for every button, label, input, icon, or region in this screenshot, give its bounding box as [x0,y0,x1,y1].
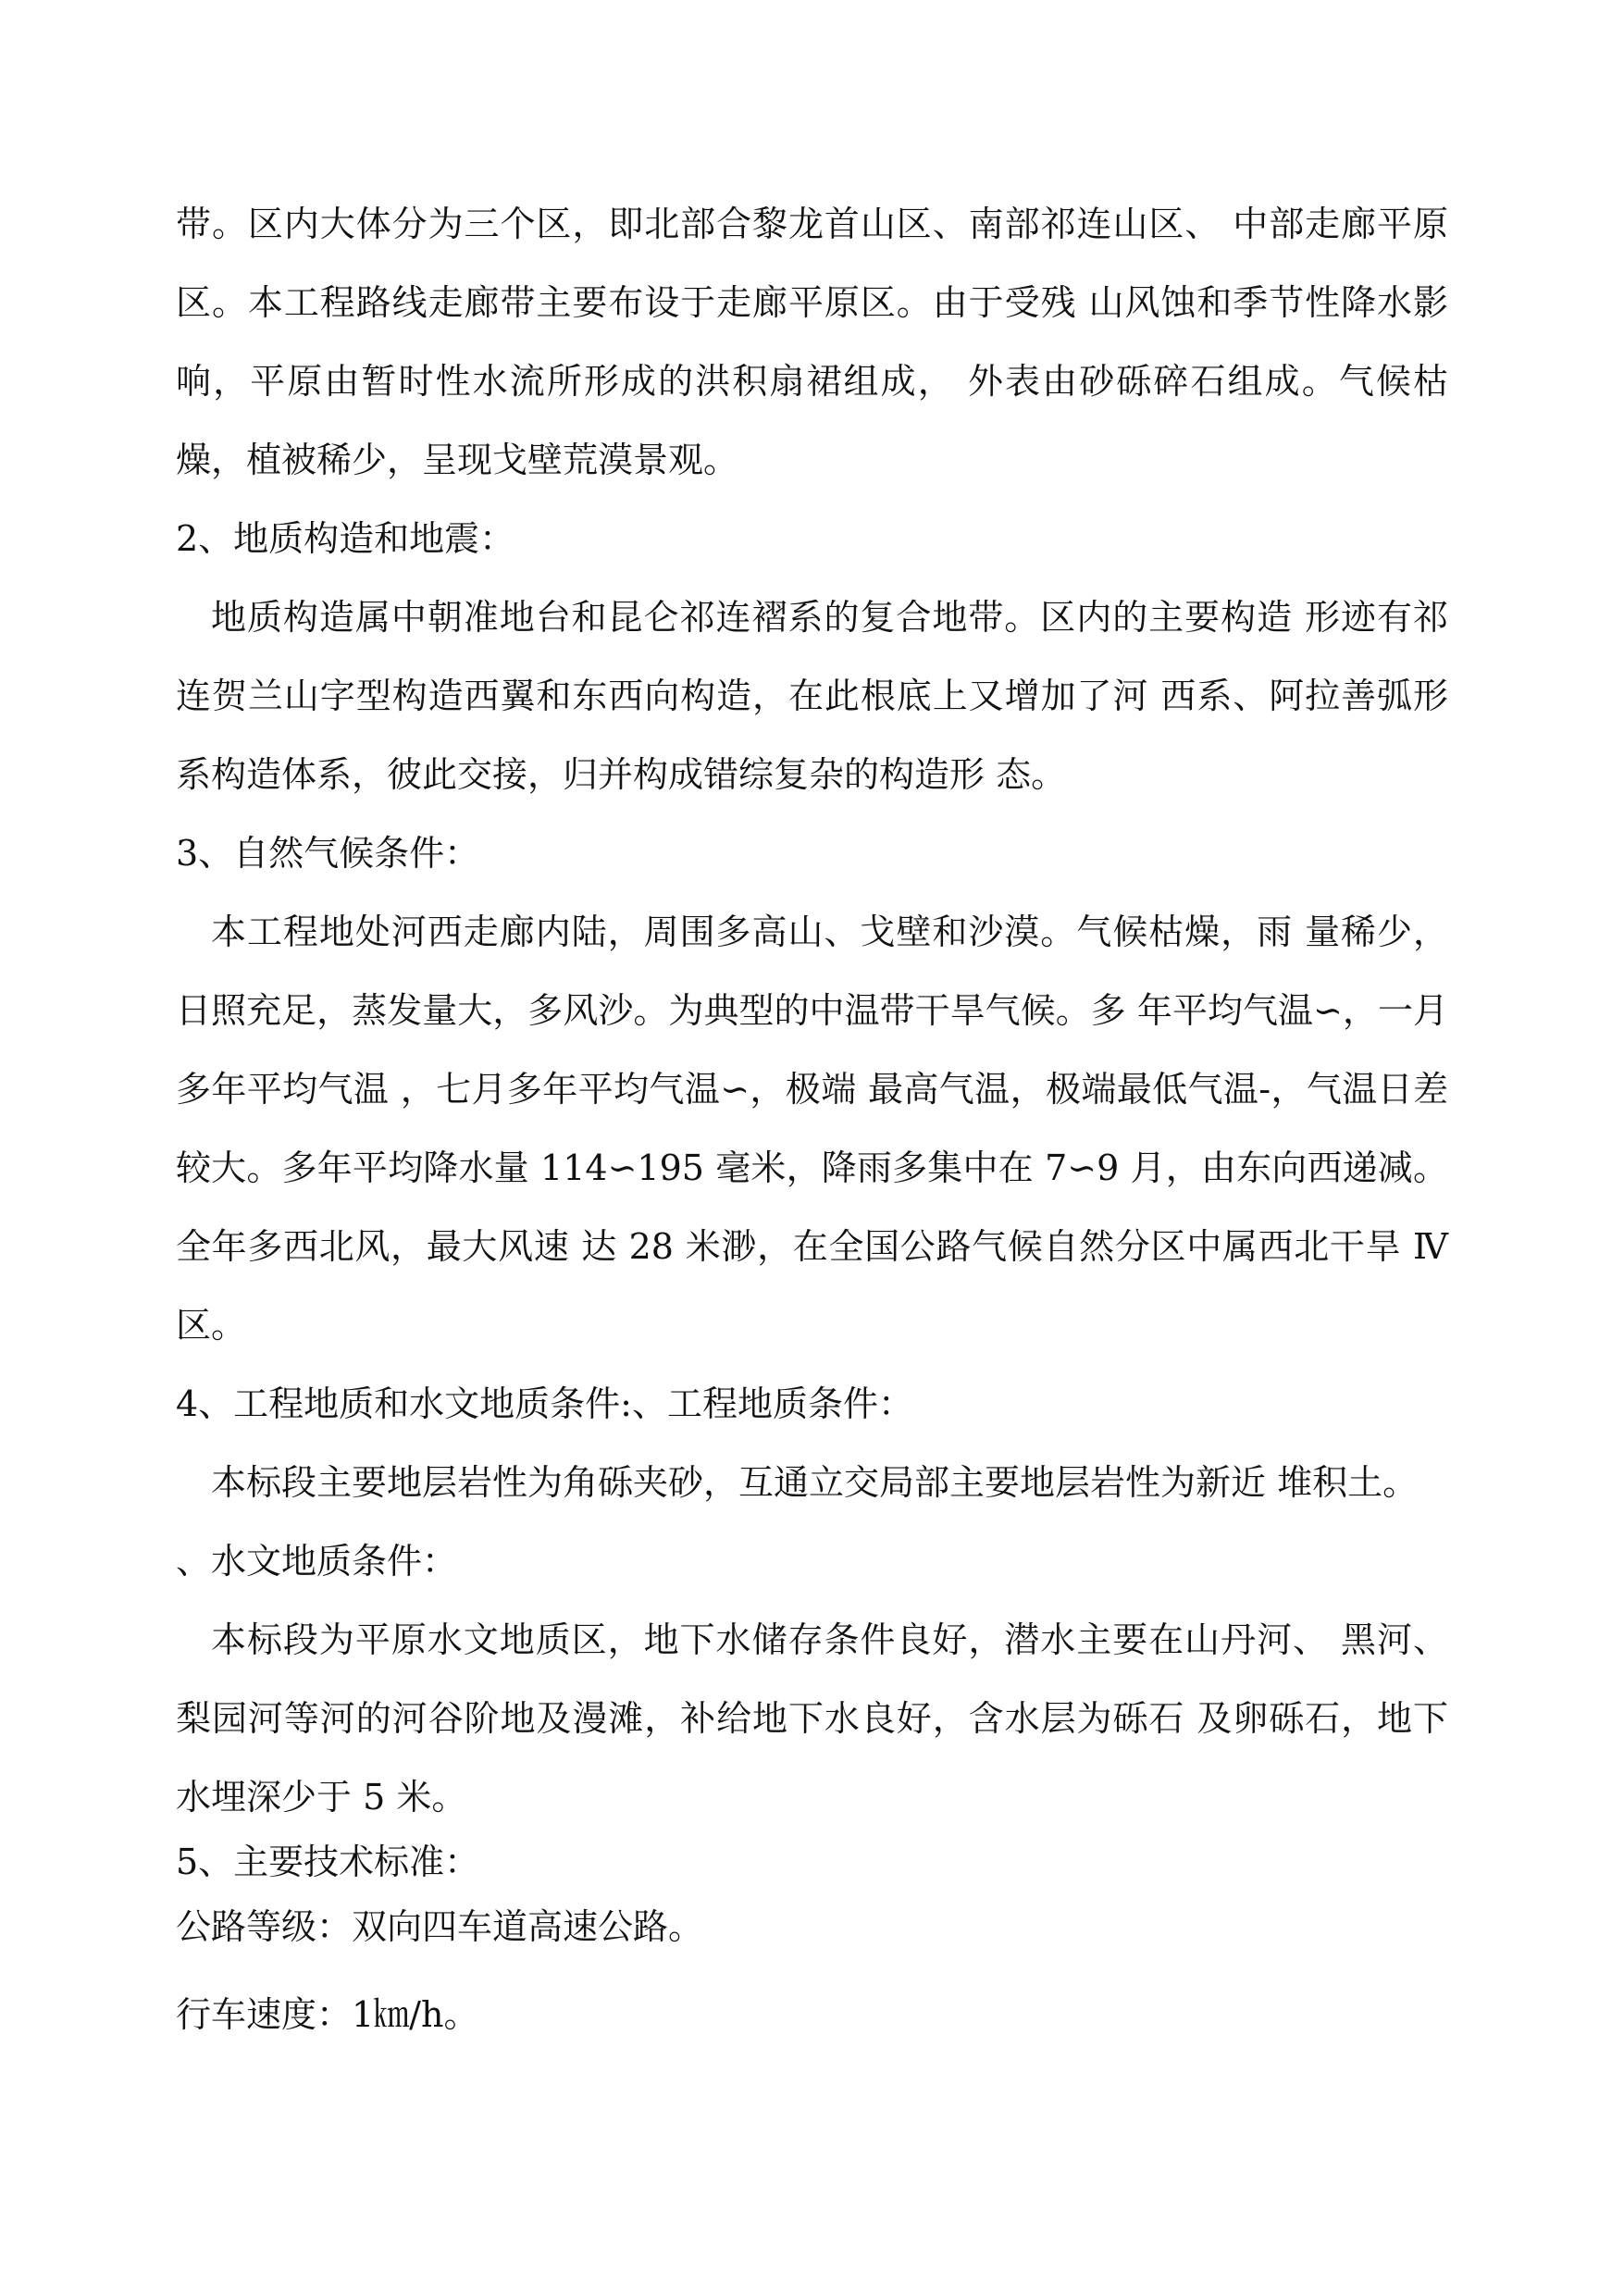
heading-geology-earthquake: 2、地质构造和地震： [176,518,515,559]
heading-hydrogeology: 、水文地质条件： [176,1541,458,1582]
paragraph-region-description: 带。区内大体分为三个区，即北部合黎龙首山区、南部祁连山区、 中部走廊平原区。本工程路线走廊带主要布设于走廊平原区。由于受残 山风蚀和季节性降水影响，平原由暂时性水流所形成的洪积扇裙组成， 外表由砂砾碎石组成。气候枯燥，植被稀少，呈现戈壁荒漠景观。 [176,204,1448,480]
heading-engineering-geology: 4、工程地质和水文地质条件:、工程地质条件： [176,1383,913,1424]
paragraph-climate: 本工程地处河西走廊内陆，周围多高山、戈壁和沙漠。气候枯燥，雨 量稀少，日照充足，蒸发量大，多风沙。为典型的中温带干旱气候。多 年平均气温∽，一月多年平均气温 ，七月多年平均气温∽，极端 最高气温，极端最低气温-，气温日差较大。多年平均降水量 114∽195 毫米，降雨多集中在 7∽9 月，由东向西递减。全年多西北风，最大风速 达 28 米渺，在全国公路气候自然分区中属西北干旱 Ⅳ 区。 [176,912,1448,1346]
heading-climate: 3、自然气候条件： [176,833,480,874]
standard-road-grade: 公路等级：双向四车道高速公路。 [176,1906,704,1947]
paragraph-engineering-geology: 本标段主要地层岩性为角砾夹砂，互通立交局部主要地层岩性为新近 堆积土。 [211,1462,1419,1503]
paragraph-geology: 地质构造属中朝准地台和昆仑祁连褶系的复合地带。区内的主要构造 形迹有祁连贺兰山字型构造西翼和东西向构造，在此根底上又增加了河 西系、阿拉善弧形系构造体系，彼此交接，归并构成错综复杂的构造形 态。 [176,597,1448,795]
standard-driving-speed: 行车速度：1㎞/h。 [176,1994,479,2035]
paragraph-hydrogeology: 本标段为平原水文地质区，地下水储存条件良好，潜水主要在山丹河、 黑河、梨园河等河的河谷阶地及漫滩，补给地下水良好，含水层为砾石 及卵砾石，地下水埋深少于 5 米。 [176,1619,1448,1817]
heading-technical-standards: 5、主要技术标准： [176,1842,480,1882]
